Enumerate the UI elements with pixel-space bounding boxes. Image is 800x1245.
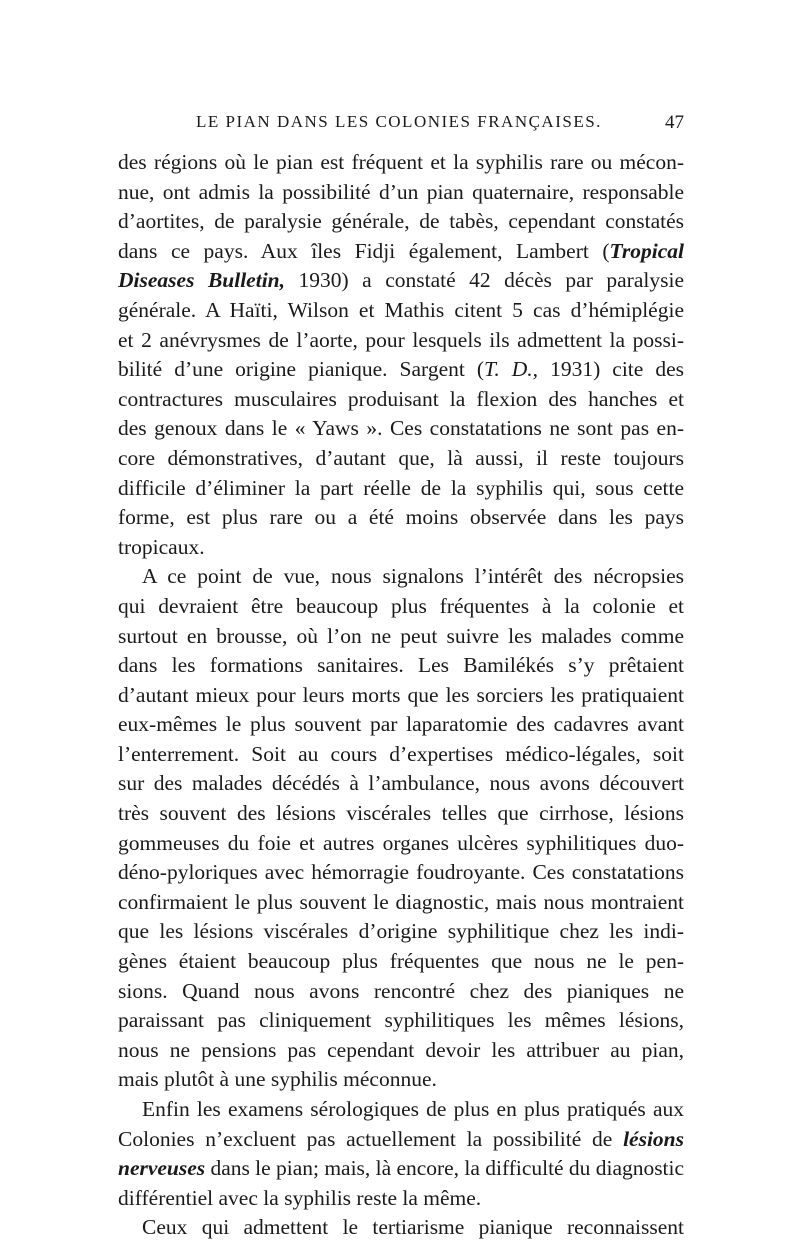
text-line (118, 977, 684, 1007)
text-line (118, 355, 684, 385)
text-line (118, 533, 684, 563)
text-segment: et 2 anévrysmes de l’aorte, pour lesquels ils admettent la possi- (118, 327, 684, 352)
text-segment: Enfin les examens sérologiques de plus en plus pratiqués aux (142, 1097, 684, 1121)
text-line (118, 947, 684, 977)
text-segment: l’enterrement. Soit au cours d’expertises médico-légales, soit (118, 741, 684, 766)
text-segment: mais plutôt à une syphilis méconnue. (118, 1067, 437, 1092)
text-line (118, 385, 684, 415)
text-segment: d’autant mieux pour leurs morts que les sorciers les pratiquaient (118, 682, 684, 707)
text-segment: Colonies n’excluent pas actuellement la possibilité de (118, 1126, 624, 1151)
text-line (118, 1125, 684, 1155)
text-segment: différentiel avec la syphilis reste la même. (118, 1185, 482, 1210)
text-segment: A ce point de vue, nous signalons l’intérêt des nécropsies (142, 564, 684, 589)
text-line (118, 444, 684, 474)
text-segment: surtout en brousse, où l’on ne peut suivre les malades comme (118, 623, 684, 648)
text-segment: sur des malades décédés à l’ambulance, nous avons découvert (118, 771, 684, 796)
text-line (118, 681, 684, 711)
text-segment: Ceux qui admettent le tertiarisme pianique reconnaissent (142, 1215, 684, 1240)
text-segment: nue, ont admis la possibilité d’un pian quaternaire, responsable (118, 179, 684, 204)
text-line (118, 1154, 684, 1184)
text-segment: d’aortites, de paralysie générale, de tabès, cependant constatés (118, 209, 684, 234)
text-segment: déno-pyloriques avec hémorragie foudroyante. Ces constatations (118, 860, 684, 885)
text-line (118, 651, 684, 681)
text-segment: forme, est plus rare ou a été moins observée dans les pays (118, 505, 684, 530)
text-segment: des genoux dans le « Yaws ». Ces constatations ne sont pas en- (118, 416, 684, 441)
text-line (118, 178, 684, 208)
text-line (118, 414, 684, 444)
running-title: LE PIAN DANS LES COLONIES FRANÇAISES. (196, 112, 602, 131)
text-segment: lésions (623, 1126, 684, 1151)
text-segment: nous ne pensions pas cependant devoir les attribuer au pian, (118, 1037, 684, 1062)
text-line (118, 1006, 684, 1036)
text-line (118, 1184, 684, 1214)
text-segment: Tropical (609, 238, 684, 263)
text-line (118, 829, 684, 859)
text-segment: gommeuses du foie et autres organes ulcères syphilitiques duo- (118, 830, 684, 855)
text-segment: eux-mêmes le plus souvent par laparatomie des cadavres avant (118, 712, 684, 737)
text-line (118, 769, 684, 799)
text-line (118, 858, 684, 888)
text-line (118, 503, 684, 533)
text-segment: très souvent des lésions viscérales telles que cirrhose, lésions (118, 801, 684, 826)
text-segment: que les lésions viscérales d’origine syphilitique chez les indi- (118, 919, 684, 944)
text-line (118, 326, 684, 356)
text-segment: sions. Quand nous avons rencontré chez des pianiques ne (118, 978, 684, 1003)
text-segment: dans les formations sanitaires. Les Bamilékés s’y prêtaient (118, 653, 684, 678)
text-segment: qui devraient être beaucoup plus fréquentes à la colonie et (118, 593, 684, 618)
text-line (118, 237, 684, 267)
text-segment: bilité d’une origine pianique. Sargent ( (118, 357, 485, 382)
text-segment: tropicaux. (118, 534, 205, 559)
text-segment: 1931) cite des (538, 357, 684, 382)
text-line (118, 592, 684, 622)
text-segment: difficile d’éliminer la part réelle de la syphilis qui, sous cette (118, 475, 684, 500)
text-segment: Diseases Bulletin, (118, 268, 286, 293)
text-line (118, 474, 684, 504)
text-segment: confirmaient le plus souvent le diagnostic, mais nous montraient (118, 889, 684, 914)
text-segment: gènes étaient beaucoup plus fréquentes que nous ne le pen- (118, 949, 684, 974)
text-line (118, 207, 684, 237)
text-line (118, 710, 684, 740)
running-head (118, 112, 684, 138)
text-line (118, 917, 684, 947)
text-segment: contractures musculaires produisant la flexion des hanches et (118, 386, 684, 411)
text-segment: des régions où le pian est fréquent et la syphilis rare ou mécon- (118, 150, 684, 174)
text-line (118, 1095, 684, 1125)
body-text (118, 148, 684, 1243)
page-number: 47 (665, 112, 684, 133)
text-line (118, 888, 684, 918)
text-segment: dans ce pays. Aux îles Fidji également, Lambert ( (118, 238, 610, 263)
text-segment: paraissant pas cliniquement syphilitiques les mêmes lésions, (118, 1008, 684, 1033)
text-line (118, 1036, 684, 1066)
text-line (118, 148, 684, 178)
text-line (118, 740, 684, 770)
text-line (118, 622, 684, 652)
text-line (118, 1213, 684, 1243)
text-segment: nerveuses (118, 1156, 206, 1181)
text-line (118, 296, 684, 326)
text-segment: T. D., (484, 357, 539, 382)
text-line (118, 266, 684, 296)
text-segment: 1930) a constaté 42 décès par paralysie (285, 268, 684, 293)
text-segment: core démonstratives, d’autant que, là aussi, il reste toujours (118, 445, 684, 470)
text-segment: générale. A Haïti, Wilson et Mathis citent 5 cas d’hémiplégie (118, 297, 684, 322)
text-line (118, 799, 684, 829)
text-segment: dans le pian; mais, là encore, la difficulté du diagnostic (205, 1156, 684, 1181)
text-line (118, 562, 684, 592)
text-line (118, 1065, 684, 1095)
